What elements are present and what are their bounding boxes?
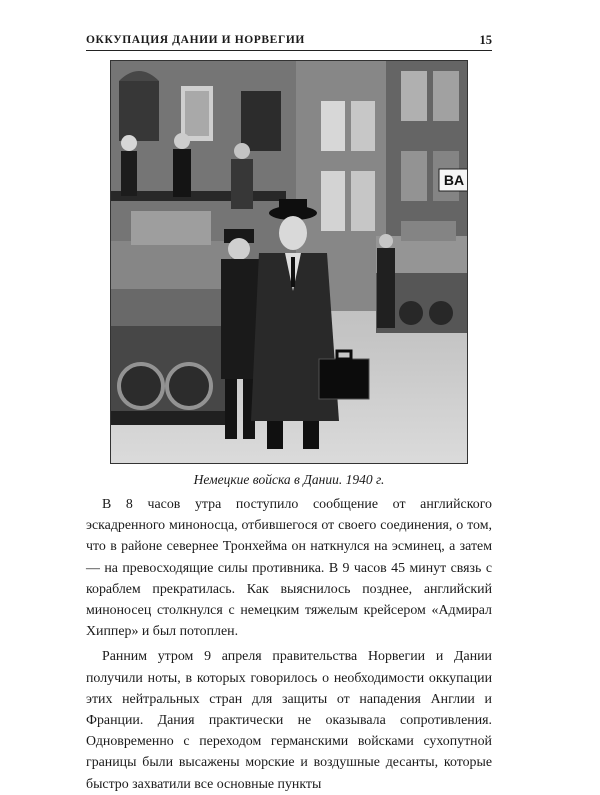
paragraph: Ранним утром 9 апреля правительства Норвегии и Дании получили ноты, в которых говорилось о необходимости оккупации этих нейтральных стран для защиты от нападения Англии и Франции. Дания практически не оказывала сопротивления. Одновременно с переходом германскими войсками сухопутной границы были высажены морские и воздушные десанты, которые быстро захватили все основные пункты	[86, 649, 492, 792]
paragraph: В 8 часов утра поступило сообщение от английского эскадренного миноносца, отбившегося от своего соединения, о том, что в районе севернее Тронхейма он наткнулся на эсминец, а затем — на превосходящие силы противника. В 9 часов 45 минут связь с кораблем прекратилась. Как выяснилось позднее, английский миноносец столкнулся с немецким тяжелым крейсером «Адмирал Хиппер» и был потоплен.	[86, 497, 492, 640]
shop-sign-text: BA	[443, 172, 465, 188]
photo-caption: Немецкие войска в Дании. 1940 г.	[193, 472, 385, 487]
historical-photo	[110, 60, 468, 464]
running-head	[86, 30, 492, 52]
page-number: 15	[479, 33, 492, 47]
header-rule	[86, 50, 492, 51]
running-title: ОККУПАЦИЯ ДАНИИ И НОРВЕГИИ	[86, 34, 305, 46]
photo-illustration	[111, 61, 468, 464]
